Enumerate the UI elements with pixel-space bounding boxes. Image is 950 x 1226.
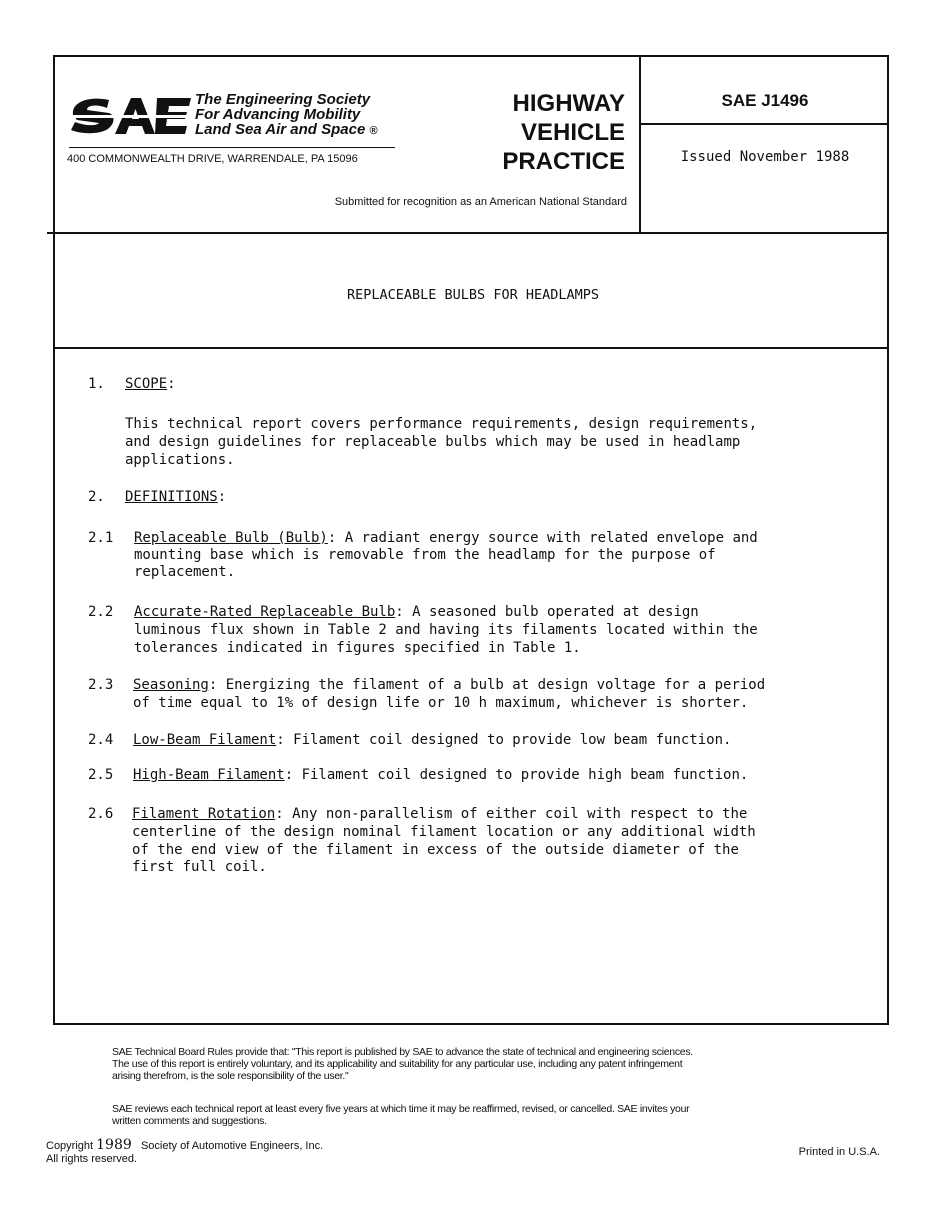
issue-date: Issued November 1988 [680, 149, 850, 165]
practice-heading [475, 89, 625, 176]
practice-line-1: HIGHWAY [512, 90, 625, 117]
header-column-divider [639, 57, 641, 232]
scope-line: and design guidelines for replaceable bulbs which may be used in headlamp [125, 434, 741, 450]
definition-text: : Energizing the filament of a bulb at design voltage for a period [208, 677, 766, 693]
practice-line-2: VEHICLE [520, 119, 625, 146]
copyright-owner: Society of Automotive Engineers, Inc. [140, 1140, 324, 1152]
section-number: 1. [88, 376, 105, 392]
board-rules-line: The use of this report is entirely voluntary, and its applicability and suitability for any particular use, including any patent infringement [112, 1058, 683, 1070]
title-divider [55, 347, 887, 349]
org-tagline [195, 92, 378, 139]
definition-line: first full coil. [132, 859, 267, 875]
org-line-2: For Advancing Mobility [195, 106, 361, 123]
definition-item [132, 806, 747, 823]
document-title: REPLACEABLE BULBS FOR HEADLAMPS [347, 287, 599, 303]
section-heading-definitions: DEFINITIONS: [125, 489, 227, 505]
section-number: 2. [88, 489, 105, 505]
definition-text: : A radiant energy source with related envelope and [327, 530, 758, 546]
section-heading-scope: SCOPE: [125, 376, 176, 392]
definition-item [134, 604, 699, 621]
address: 400 COMMONWEALTH DRIVE, WARRENDALE, PA 15096 [67, 153, 358, 165]
definition-term: Accurate-Rated Replaceable Bulb [134, 604, 396, 620]
definition-line: tolerances indicated in figures specified in Table 1. [134, 640, 581, 656]
definition-number: 2.5 [88, 767, 114, 783]
definition-line: luminous flux shown in Table 2 and having its filaments located within the [134, 622, 758, 638]
printed-in: Printed in U.S.A. [798, 1146, 880, 1158]
definitions-heading: DEFINITIONS [125, 489, 218, 505]
definition-text: : Any non-parallelism of either coil with respect to the [275, 806, 748, 822]
definition-item [133, 677, 765, 694]
definition-item [133, 732, 731, 749]
code-divider [639, 123, 887, 125]
definition-item [134, 530, 758, 547]
definition-line: of the end view of the filament in excess of the outside diameter of the [132, 842, 739, 858]
org-line-3: Land Sea Air and Space [195, 121, 366, 138]
definition-line: mounting base which is removable from the headlamp for the purpose of [134, 547, 716, 563]
definition-term: Low-Beam Filament [133, 732, 277, 748]
sae-logo-icon [69, 93, 193, 144]
ansi-note: Submitted for recognition as an American National Standard [334, 196, 627, 208]
definition-number: 2.2 [88, 604, 114, 620]
definition-term: High-Beam Filament [133, 767, 285, 783]
header-divider [55, 232, 887, 234]
definition-number: 2.6 [88, 806, 114, 822]
definition-text: : Filament coil designed to provide low beam function. [276, 732, 732, 748]
org-line-1: The Engineering Society [195, 91, 371, 108]
document-code: SAE J1496 [721, 91, 809, 110]
definition-number: 2.1 [88, 530, 114, 546]
definition-line: of time equal to 1% of design life or 10 h maximum, whichever is shorter. [133, 695, 749, 711]
definition-text: : A seasoned bulb operated at design [395, 604, 699, 620]
definition-item [133, 767, 748, 784]
definition-number: 2.4 [88, 732, 114, 748]
scope-heading: SCOPE [125, 376, 168, 392]
practice-line-3: PRACTICE [502, 148, 625, 175]
rights-reserved: All rights reserved. [46, 1153, 138, 1165]
copyright-label: Copyright [46, 1140, 94, 1152]
board-rules-notice [112, 1046, 693, 1082]
definition-number: 2.3 [88, 677, 114, 693]
board-rules-line: SAE Technical Board Rules provide that: "This report is published by SAE to advance the state of technical and engineering sciences. [112, 1046, 693, 1058]
review-line: written comments and suggestions. [112, 1115, 267, 1127]
definition-term: Filament Rotation [132, 806, 276, 822]
review-line: SAE reviews each technical report at least every five years at which time it may be reaffirmed, revised, or cancelled. SAE invites your [112, 1103, 690, 1115]
definition-term: Seasoning [133, 677, 209, 693]
definition-line: centerline of the design nominal filament location or any additional width [132, 824, 756, 840]
definition-line: replacement. [134, 564, 236, 580]
org-rule [69, 147, 395, 148]
definition-text: : Filament coil designed to provide high beam function. [284, 767, 749, 783]
registered-mark: ® [369, 125, 378, 137]
definition-term: Replaceable Bulb (Bulb) [134, 530, 328, 546]
board-rules-line: arising therefrom, is the sole responsibility of the user." [112, 1070, 349, 1082]
review-notice [112, 1103, 689, 1127]
scope-line: This technical report covers performance requirements, design requirements, [125, 416, 758, 432]
scope-line: applications. [125, 452, 235, 468]
copyright-year: 1989 [96, 1137, 132, 1153]
copyright-block [46, 1139, 323, 1166]
